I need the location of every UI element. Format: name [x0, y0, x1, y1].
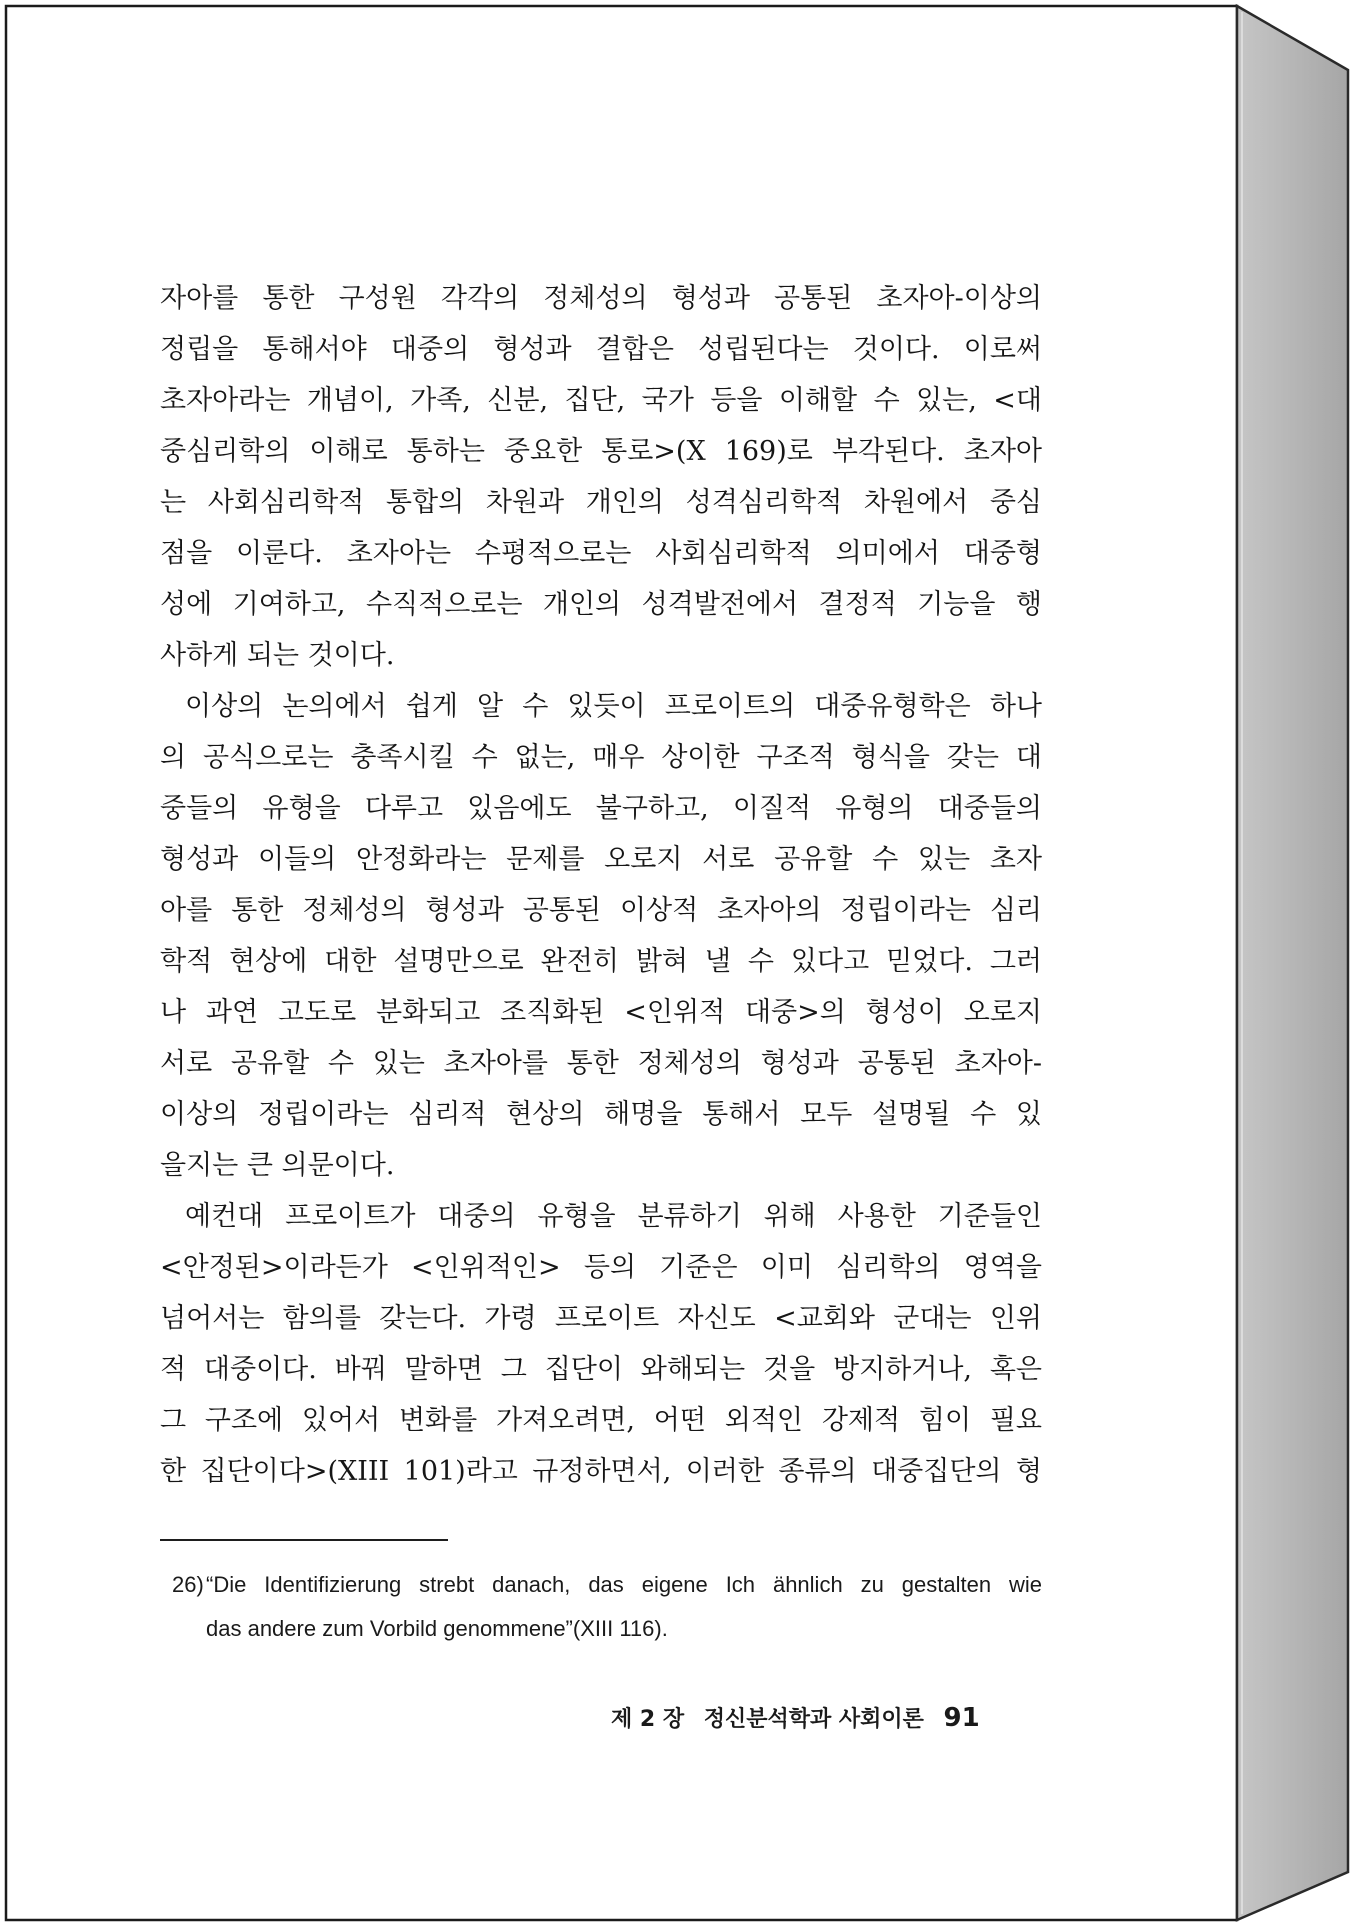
text-line: 점을 이룬다. 초자아는 수평적으로는 사회심리학적 의미에서 대중형	[160, 538, 1042, 569]
text-line: 서로 공유할 수 있는 초자아를 통한 정체성의 형성과 공통된 초자아-	[160, 1048, 1042, 1079]
chapter-title: 정신분석학과 사회이론	[703, 1707, 924, 1732]
text-line: 성에 기여하고, 수직적으로는 개인의 성격발전에서 결정적 기능을 행	[160, 589, 1042, 620]
text-line: 초자아라는 개념이, 가족, 신분, 집단, 국가 등을 이해할 수 있는, <대	[160, 385, 1042, 416]
footnote-text: “Die Identifizierung strebt danach, das eigene Ich ähnlich zu gestalten wie	[206, 1572, 1042, 1597]
text-line: 예컨대 프로이트가 대중의 유형을 분류하기 위해 사용한 기준들인	[185, 1201, 1042, 1232]
text-line: 을지는 큰 의문이다.	[160, 1150, 395, 1181]
text-line: 학적 현상에 대한 설명만으로 완전히 밝혀 낼 수 있다고 믿었다. 그러	[160, 946, 1042, 977]
text-line: 의 공식으로는 충족시킬 수 없는, 매우 상이한 구조적 형식을 갖는 대	[160, 742, 1042, 773]
text-line: 한 집단이다>(XIII 101)라고 규정하면서, 이러한 종류의 대중집단의 형	[160, 1456, 1042, 1487]
chapter-label: 제 2 장	[611, 1707, 685, 1732]
text-line: 나 과연 고도로 분화되고 조직화된 <인위적 대중>의 형성이 오로지	[160, 997, 1042, 1028]
text-line: 그 구조에 있어서 변화를 가져오려면, 어떤 외적인 강제적 힘이 필요	[160, 1405, 1042, 1436]
paragraph-2	[160, 681, 1042, 1191]
running-footer	[611, 1698, 1031, 1738]
text-line: 적 대중이다. 바꿔 말하면 그 집단이 와해되는 것을 방지하거나, 혹은	[160, 1354, 1042, 1385]
text-line: 형성과 이들의 안정화라는 문제를 오로지 서로 공유할 수 있는 초자	[160, 844, 1042, 875]
footnote	[172, 1563, 1042, 1651]
text-line: 중들의 유형을 다루고 있음에도 불구하고, 이질적 유형의 대중들의	[160, 793, 1042, 824]
text-line: 사하게 되는 것이다.	[160, 640, 395, 671]
footnote-line: das andere zum Vorbild genommene”(XIII 116).	[206, 1616, 668, 1641]
text-line: 정립을 통해서야 대중의 형성과 결합은 성립된다는 것이다. 이로써	[160, 334, 1042, 365]
page-number: 91	[943, 1703, 980, 1733]
text-line: 는 사회심리학적 통합의 차원과 개인의 성격심리학적 차원에서 중심	[160, 487, 1042, 518]
text-line: <안정된>이라든가 <인위적인> 등의 기준은 이미 심리학의 영역을	[160, 1252, 1042, 1283]
body-text	[160, 273, 1042, 1497]
text-line: 중심리학의 이해로 통하는 중요한 통로>(X 169)로 부각된다. 초자아	[160, 436, 1042, 467]
footnote-number: 26)	[172, 1572, 204, 1597]
footnote-line	[172, 1563, 1042, 1607]
text-line: 아를 통한 정체성의 형성과 공통된 이상적 초자아의 정립이라는 심리	[160, 895, 1042, 926]
text-line: 이상의 논의에서 쉽게 알 수 있듯이 프로이트의 대중유형학은 하나	[185, 691, 1042, 722]
text-line: 넘어서는 함의를 갖는다. 가령 프로이트 자신도 <교회와 군대는 인위	[160, 1303, 1042, 1334]
text-line: 이상의 정립이라는 심리적 현상의 해명을 통해서 모두 설명될 수 있	[160, 1099, 1042, 1130]
text-line: 자아를 통한 구성원 각각의 정체성의 형성과 공통된 초자아-이상의	[160, 283, 1042, 314]
paragraph-1	[160, 273, 1042, 681]
paragraph-3	[160, 1191, 1042, 1497]
book-edge	[1237, 6, 1348, 1920]
footnote-divider	[160, 1539, 448, 1541]
